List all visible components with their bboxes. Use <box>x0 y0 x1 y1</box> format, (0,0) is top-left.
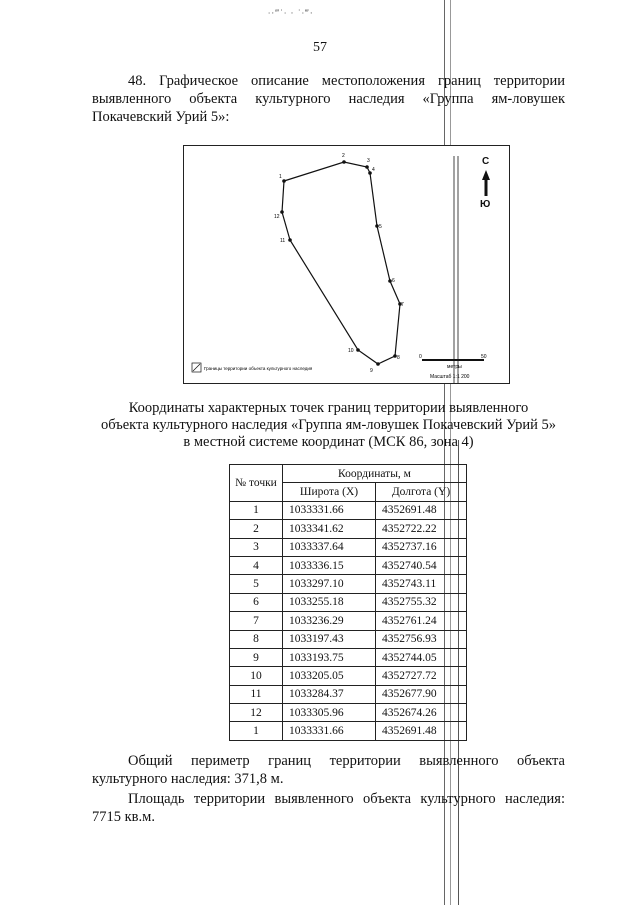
boundary-point-label: 5 <box>379 224 382 230</box>
table-row <box>230 593 467 611</box>
boundary-point-label: 8 <box>397 355 400 361</box>
point-number: 10 <box>230 667 283 685</box>
table-row <box>230 501 467 519</box>
longitude-cell: 4352740.54 <box>376 556 467 574</box>
boundary-point-label: 3 <box>367 158 370 164</box>
boundary-point-label: 12 <box>274 214 280 220</box>
coordinates-table <box>229 464 467 741</box>
boundary-point-marker <box>280 210 284 214</box>
boundary-map-svg <box>184 146 509 383</box>
boundary-point-marker <box>356 348 360 352</box>
scale-ratio: Масштаб 1:1 200 <box>430 374 470 380</box>
boundary-point-marker <box>342 160 346 164</box>
caption-line: Координаты характерных точек границ территории выявленного <box>128 400 529 416</box>
boundary-point-label: 2 <box>342 153 345 159</box>
boundary-map <box>183 145 510 384</box>
boundary-point-label: 7 <box>401 302 404 308</box>
table-row <box>230 704 467 722</box>
latitude-cell: 1033197.43 <box>283 630 376 648</box>
longitude-cell: 4352691.48 <box>376 501 467 519</box>
table-row <box>230 575 467 593</box>
point-number: 1 <box>230 501 283 519</box>
header-coords: Координаты, м <box>283 465 467 483</box>
caption-line: в местной системе координат (МСК 86, зона 4) <box>183 434 474 450</box>
boundary-point-label: 11 <box>280 238 286 244</box>
scale-max: 50 <box>481 354 487 360</box>
table-row <box>230 685 467 703</box>
section-text: Графическое описание местоположения границ территории выявленного объекта культурного наследия «Группа ям-ловушек Покачевский Урий 5»: <box>92 73 566 125</box>
longitude-cell: 4352756.93 <box>376 630 467 648</box>
section-heading <box>92 72 565 126</box>
latitude-cell: 1033331.66 <box>283 722 376 740</box>
point-number: 8 <box>230 630 283 648</box>
boundary-point-label: 6 <box>392 278 395 284</box>
longitude-cell: 4352743.11 <box>376 575 467 593</box>
boundary-polygon <box>282 162 400 364</box>
longitude-cell: 4352737.16 <box>376 538 467 556</box>
scale-zero: 0 <box>419 354 422 360</box>
longitude-cell: 4352674.26 <box>376 704 467 722</box>
longitude-cell: 4352727.72 <box>376 667 467 685</box>
latitude-cell: 1033255.18 <box>283 593 376 611</box>
longitude-cell: 4352691.48 <box>376 722 467 740</box>
point-number: 1 <box>230 722 283 740</box>
point-number: 6 <box>230 593 283 611</box>
header-lat: Широта (X) <box>283 483 376 501</box>
latitude-cell: 1033331.66 <box>283 501 376 519</box>
compass-north-label: С <box>482 156 490 167</box>
caption-line: объекта культурного наследия «Группа ям-ловушек Покачевский Урий 5» <box>100 417 557 433</box>
area-paragraph <box>92 790 565 826</box>
boundary-point-marker <box>282 179 286 183</box>
latitude-cell: 1033337.64 <box>283 538 376 556</box>
table-row <box>230 556 467 574</box>
latitude-cell: 1033193.75 <box>283 648 376 666</box>
point-number: 2 <box>230 520 283 538</box>
point-number: 12 <box>230 704 283 722</box>
scale-unit: метры <box>447 364 462 370</box>
latitude-cell: 1033205.05 <box>283 667 376 685</box>
longitude-cell: 4352761.24 <box>376 612 467 630</box>
table-row <box>230 648 467 666</box>
latitude-cell: 1033297.10 <box>283 575 376 593</box>
point-number: 5 <box>230 575 283 593</box>
table-row <box>230 520 467 538</box>
latitude-cell: 1033341.62 <box>283 520 376 538</box>
point-number: 3 <box>230 538 283 556</box>
perimeter-paragraph <box>92 752 565 788</box>
section-number: 48. <box>128 73 147 89</box>
table-row <box>230 630 467 648</box>
boundary-point-label: 1 <box>279 174 282 180</box>
longitude-cell: 4352755.32 <box>376 593 467 611</box>
compass-south-label: Ю <box>480 199 491 210</box>
longitude-cell: 4352677.90 <box>376 685 467 703</box>
point-number: 9 <box>230 648 283 666</box>
scan-header-artifact: ∙·‴˙∙ · ˙∙‴· <box>268 8 314 18</box>
latitude-cell: 1033284.37 <box>283 685 376 703</box>
table-row <box>230 722 467 740</box>
boundary-point-marker <box>376 362 380 366</box>
point-number: 7 <box>230 612 283 630</box>
longitude-cell: 4352722.22 <box>376 520 467 538</box>
latitude-cell: 1033336.15 <box>283 556 376 574</box>
header-lon: Долгота (Y) <box>376 483 467 501</box>
point-number: 11 <box>230 685 283 703</box>
boundary-point-marker <box>288 238 292 242</box>
boundary-point-label: 10 <box>348 348 354 354</box>
perimeter-text: Общий периметр границ территории выявленного объекта культурного наследия: 371,8 м. <box>92 753 565 787</box>
legend-text: Границы территории объекта культурного наследия <box>204 366 313 371</box>
table-row <box>230 612 467 630</box>
legend-symbol-line <box>193 364 200 371</box>
table-row <box>230 667 467 685</box>
boundary-point-label: 4 <box>372 167 375 173</box>
boundary-point-marker <box>365 165 369 169</box>
table-row <box>230 538 467 556</box>
area-text: Площадь территории выявленного объекта культурного наследия: 7715 кв.м. <box>92 791 565 825</box>
table-caption <box>92 400 565 451</box>
longitude-cell: 4352744.05 <box>376 648 467 666</box>
latitude-cell: 1033236.29 <box>283 612 376 630</box>
point-number: 4 <box>230 556 283 574</box>
header-point: № точки <box>230 465 283 502</box>
boundary-point-label: 9 <box>370 368 373 374</box>
latitude-cell: 1033305.96 <box>283 704 376 722</box>
page-number: 57 <box>313 40 327 55</box>
